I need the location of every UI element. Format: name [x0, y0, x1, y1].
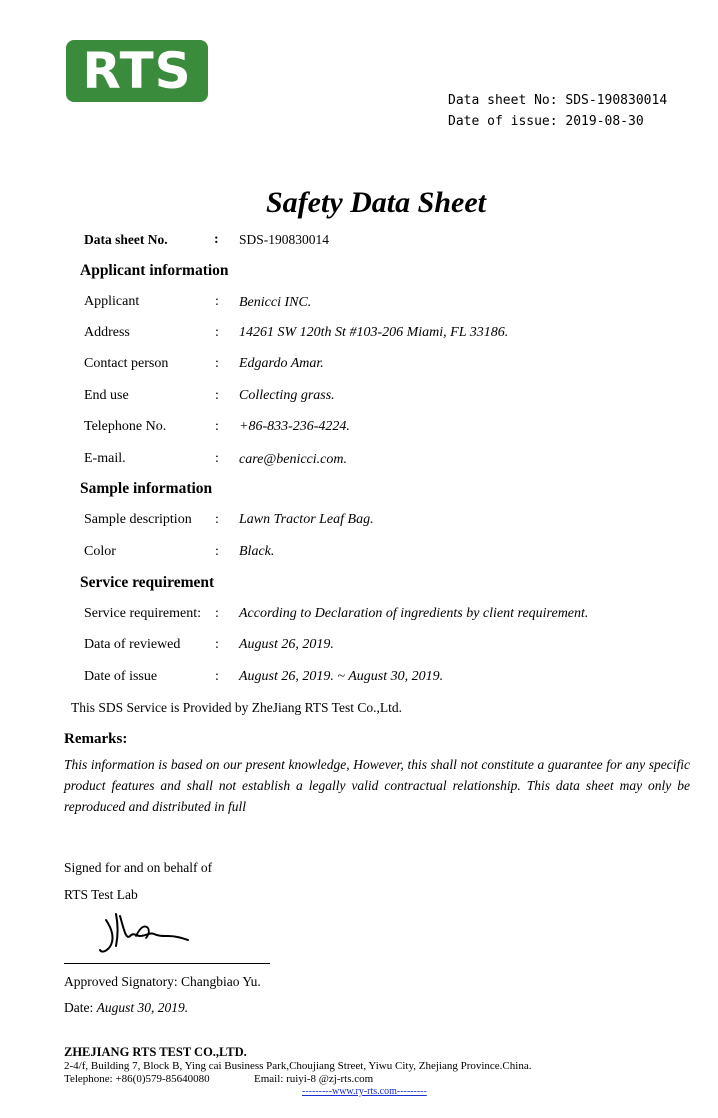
contact-person-label: Contact person: [84, 356, 169, 371]
handwritten-signature: [96, 906, 196, 958]
sample-description-label: Sample description: [84, 512, 192, 527]
contact-person-value: Edgardo Amar.: [239, 356, 324, 371]
data-of-reviewed-label: Data of reviewed: [84, 637, 181, 652]
telephone-colon: :: [215, 419, 219, 434]
logo-text: RTS: [82, 42, 192, 100]
footer-company: ZHEJIANG RTS TEST CO.,LTD.: [64, 1045, 247, 1059]
address-colon: :: [215, 325, 219, 340]
service-heading: Service requirement: [80, 574, 215, 591]
rts-logo: [66, 40, 208, 102]
data-of-reviewed-colon: :: [215, 637, 219, 652]
address-value: 14261 SW 120th St #103-206 Miami, FL 33186.: [239, 325, 509, 340]
signature-line: [64, 963, 270, 964]
signature-date-label: Date:: [64, 1000, 94, 1015]
service-requirement-label: Service requirement:: [84, 606, 202, 621]
lab-name: RTS Test Lab: [64, 887, 138, 902]
date-of-issue-label: Date of issue: [84, 669, 158, 684]
provider-note: This SDS Service is Provided by ZheJiang RTS Test Co.,Ltd.: [71, 700, 402, 715]
page-title: Safety Data Sheet: [266, 186, 486, 219]
applicant-colon: :: [215, 294, 219, 309]
header-issue-date: Date of issue: 2019-08-30: [448, 114, 644, 129]
footer-website-link[interactable]: ---------www.ry-rts.com---------: [302, 1086, 427, 1097]
sheet-no-colon: :: [214, 232, 219, 247]
remarks-heading: Remarks:: [64, 731, 128, 747]
remarks-body: This information is based on our present knowledge, However, this shall not constitute a guarantee for any specific product features and shall not establish a legally valid contractual relationship. This data sheet may only be reproduced and distributed in full: [64, 757, 690, 814]
applicant-value: Benicci INC.: [239, 295, 312, 310]
address-label: Address: [84, 325, 130, 340]
end-use-value: Collecting grass.: [239, 388, 335, 403]
email-value: care@benicci.com.: [239, 452, 347, 467]
footer-email: Email: ruiyi-8 @zj-rts.com: [254, 1073, 374, 1085]
applicant-heading: Applicant information: [80, 262, 229, 279]
date-of-issue-value: August 26, 2019. ~ August 30, 2019.: [239, 669, 444, 684]
sheet-no-label: Data sheet No.: [84, 232, 168, 247]
end-use-label: End use: [84, 388, 129, 403]
contact-person-colon: :: [215, 356, 219, 371]
email-colon: :: [215, 451, 219, 466]
email-label: E-mail.: [84, 451, 126, 466]
end-use-colon: :: [215, 388, 219, 403]
service-requirement-value: According to Declaration of ingredients by client requirement.: [239, 606, 589, 621]
service-requirement-colon: :: [215, 606, 219, 621]
telephone-value: +86-833-236-4224.: [239, 419, 350, 434]
signature-date-value: August 30, 2019.: [96, 1000, 189, 1015]
color-value: Black.: [239, 544, 275, 559]
sample-heading: Sample information: [80, 480, 213, 497]
data-of-reviewed-value: August 26, 2019.: [239, 637, 334, 652]
sample-description-colon: :: [215, 512, 219, 527]
color-label: Color: [84, 544, 116, 559]
header-sheet-no: Data sheet No: SDS-190830014: [448, 93, 668, 108]
signed-for: Signed for and on behalf of: [64, 860, 213, 875]
telephone-label: Telephone No.: [84, 419, 167, 434]
applicant-label: Applicant: [84, 294, 140, 309]
footer-address: 2-4/f, Building 7, Block B, Ying cai Business Park,Choujiang Street, Yiwu City, Zhejiang Province.China.: [64, 1060, 532, 1072]
sheet-no-value: SDS-190830014: [239, 232, 330, 247]
sample-description-value: Lawn Tractor Leaf Bag.: [239, 512, 374, 527]
approved-signatory: Approved Signatory: Changbiao Yu.: [64, 974, 261, 989]
date-of-issue-colon: :: [215, 669, 219, 684]
color-colon: :: [215, 544, 219, 559]
footer-telephone: Telephone: +86(0)579-85640080: [64, 1073, 210, 1085]
signature-date: [64, 1000, 188, 1016]
